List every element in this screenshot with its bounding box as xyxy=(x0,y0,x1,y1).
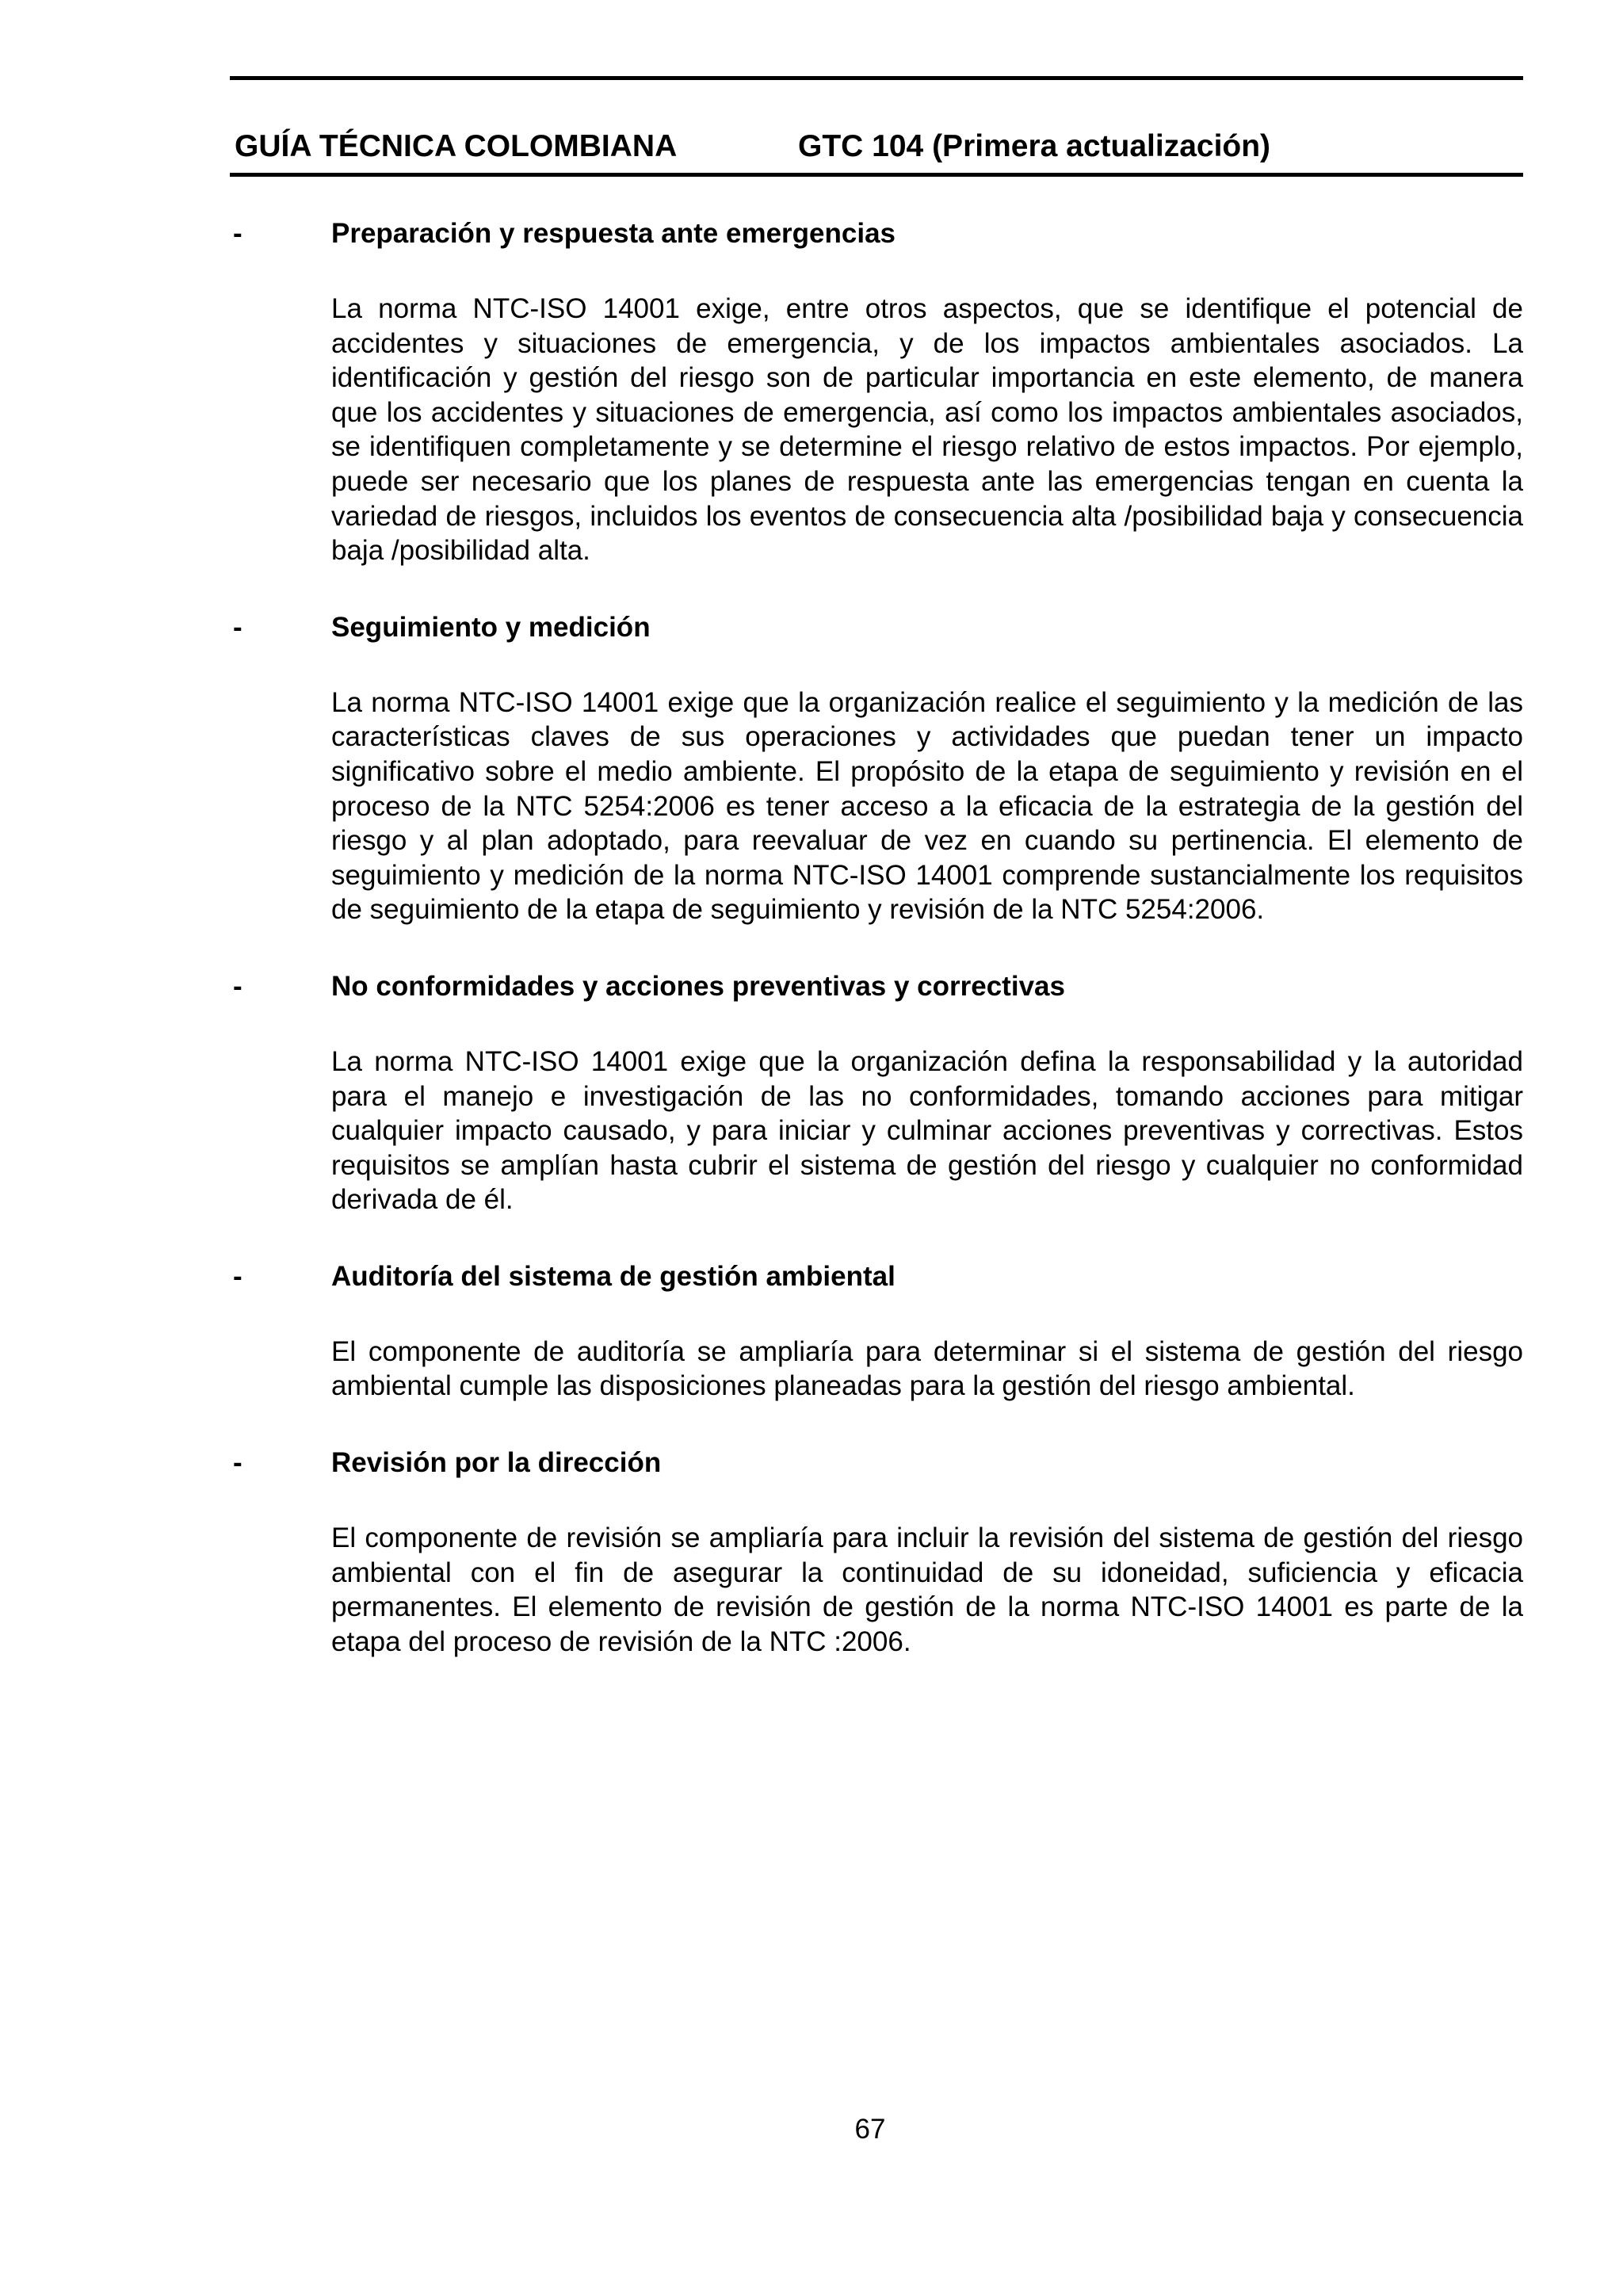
section-auditoria xyxy=(230,1257,1523,1404)
section-heading xyxy=(230,1257,1523,1297)
section-title: Seguimiento y medición xyxy=(331,611,651,643)
section-heading xyxy=(230,967,1523,1007)
section-title: Revisión por la dirección xyxy=(331,1447,662,1479)
section-seguimiento xyxy=(230,608,1523,927)
section-heading xyxy=(230,214,1523,254)
section-title: No conformidades y acciones preventivas y correctivas xyxy=(331,970,1065,1002)
bullet-dash: - xyxy=(233,218,242,249)
section-no-conformidades xyxy=(230,967,1523,1217)
section-paragraph: El componente de revisión se ampliaría para incluir la revisión del sistema de gestión del riesgo ambiental con el fin de asegurar la continuidad de su idoneidad, suficiencia y eficacia permanentes. El elemento de revisión de gestión de la norma NTC-ISO 14001 es parte de la etapa del proceso de revisión de la NTC :2006. xyxy=(331,1522,1523,1657)
header-rule-top xyxy=(230,76,1523,80)
section-preparacion xyxy=(230,214,1523,568)
section-heading xyxy=(230,608,1523,648)
section-heading xyxy=(230,1443,1523,1483)
section-title: Preparación y respuesta ante emergencias xyxy=(331,218,896,249)
section-paragraph: La norma NTC-ISO 14001 exige que la organización defina la responsabilidad y la autoridad para el manejo e investigación de las no conformidades, tomando acciones para mitigar cualquier impacto causado, y para iniciar y culminar acciones preventivas y correctivas. Estos requisitos se amplían hasta cubrir el sistema de gestión del riesgo y cualquier no conformidad derivada de él. xyxy=(331,1045,1523,1216)
section-revision-direccion xyxy=(230,1443,1523,1659)
section-paragraph: El componente de auditoría se ampliaría para determinar si el sistema de gestión del riesgo ambiental cumple las disposiciones planeadas para la gestión del riesgo ambiental. xyxy=(331,1335,1523,1402)
page-number: 67 xyxy=(854,2114,886,2145)
section-paragraph: La norma NTC-ISO 14001 exige que la organización realice el seguimiento y la medición de las características claves de sus operaciones y actividades que puedan tener un impacto significativo sobre el medio ambiente. El propósito de la etapa de seguimiento y revisión en el proceso de la NTC 5254:2006 es tener acceso a la eficacia de la estrategia de la gestión del riesgo y al plan adoptado, para reevaluar de vez en cuando su pertinencia. El elemento de seguimiento y medición de la norma NTC-ISO 14001 comprende sustancialmente los requisitos de seguimiento de la etapa de seguimiento y revisión de la NTC 5254:2006. xyxy=(331,686,1523,926)
bullet-dash: - xyxy=(233,611,242,643)
section-title: Auditoría del sistema de gestión ambiental xyxy=(331,1260,896,1292)
header-standard-code: GTC 104 (Primera actualización) xyxy=(798,129,1271,163)
section-paragraph: La norma NTC-ISO 14001 exige, entre otros aspectos, que se identifique el potencial de accidentes y situaciones de emergencia, y de los impactos ambientales asociados. La identificación y gestión del riesgo son de particular importancia en este elemento, de manera que los accidentes y situaciones de emergencia, así como los impactos ambientales asociados, se identifiquen completamente y se determine el riesgo relativo de estos impactos. Por ejemplo, puede ser necesario que los planes de respuesta ante las emergencias tengan en cuenta la variedad de riesgos, incluidos los eventos de consecuencia alta /posibilidad baja y consecuencia baja /posibilidad alta. xyxy=(331,293,1523,567)
header-guide-title: GUÍA TÉCNICA COLOMBIANA xyxy=(235,129,678,163)
bullet-dash: - xyxy=(233,970,242,1002)
document-body xyxy=(230,214,1523,1659)
bullet-dash: - xyxy=(233,1447,242,1479)
bullet-dash: - xyxy=(233,1260,242,1292)
header-rule-bottom xyxy=(230,173,1523,177)
